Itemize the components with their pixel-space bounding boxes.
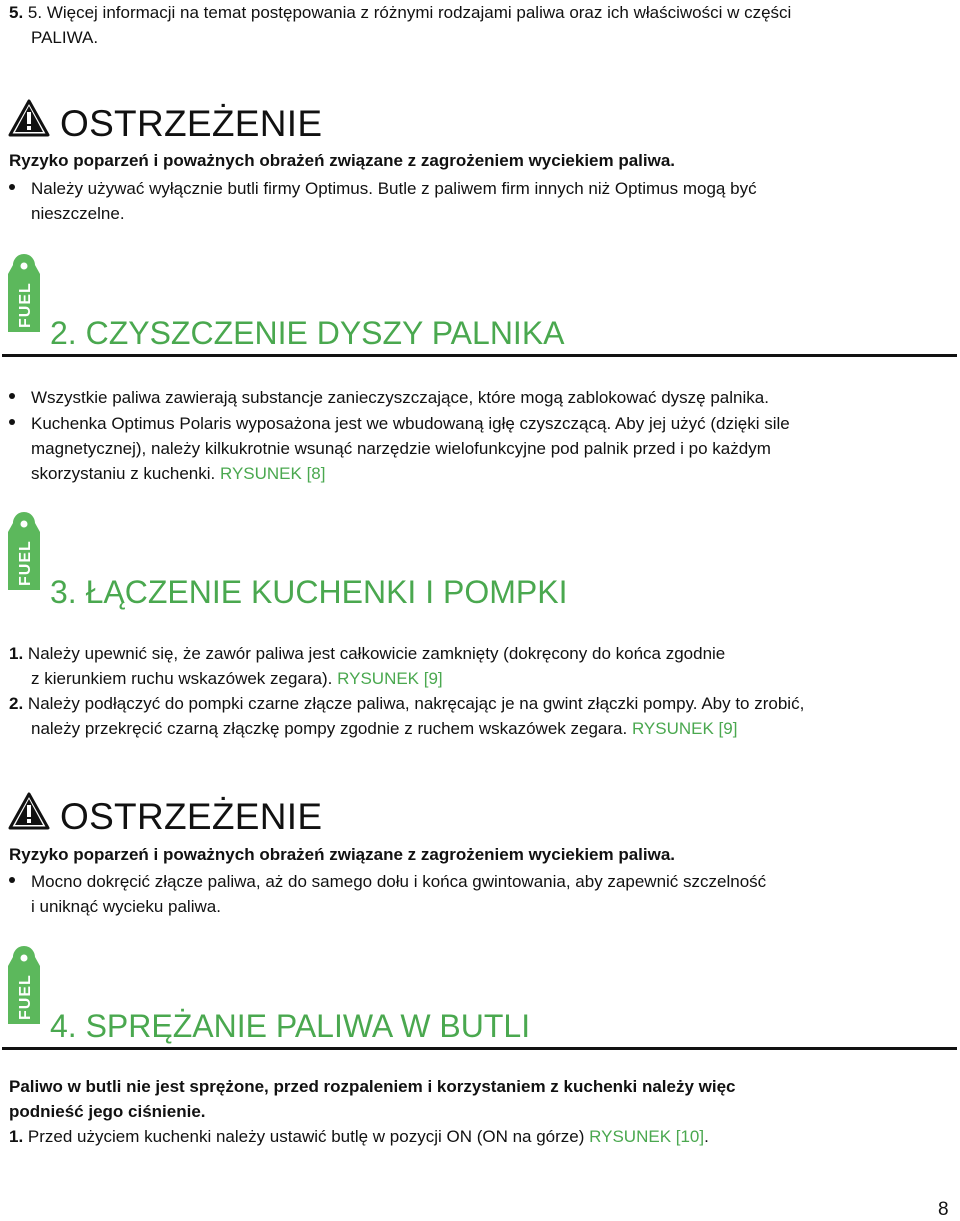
fuel-tag-icon [6, 510, 42, 592]
section3-step2-line2 [31, 716, 737, 741]
section3-step1-line2 [31, 666, 443, 691]
figure-ref-8[interactable]: RYSUNEK [8] [219, 464, 326, 483]
warning2-bullet-line1: Mocno dokręcić złącze paliwa, aż do samego dołu i końca gwintowania, aby zapewnić szczelność [31, 872, 767, 891]
warning-triangle-icon [8, 792, 50, 830]
section3-title: 3. ŁĄCZENIE KUCHENKI I POMPKI [50, 574, 568, 610]
page-number: 8 [938, 1199, 949, 1220]
section3-step2-text2: należy przekręcić czarną złączkę pompy zgodnie z ruchem wskazówek zegara. [31, 719, 628, 738]
fuel-tag-icon [6, 944, 42, 1026]
section4-title: 4. SPRĘŻANIE PALIWA W BUTLI [50, 1008, 531, 1044]
item5-line1: 5. 5. Więcej informacji na temat postępowania z różnymi rodzajami paliwa oraz ich właściwości w części [9, 3, 792, 22]
section3-step1-text2: z kierunkiem ruchu wskazówek zegara). [31, 669, 333, 688]
section4-intro-line2: podnieść jego ciśnienie. [9, 1102, 206, 1121]
section2-divider [2, 354, 957, 357]
warning1-subtitle: Ryzyko poparzeń i poważnych obrażeń związane z zagrożeniem wyciekiem paliwa. [9, 151, 676, 170]
section4-step1-text: Przed użyciem kuchenki należy ustawić butlę w pozycji ON (ON na górze) [27, 1127, 585, 1146]
step-number: 2. [9, 694, 24, 713]
warning1-bullet-line1: Należy używać wyłącznie butli firmy Optimus. Butle z paliwem firm innych niż Optimus mogą być [31, 179, 757, 198]
figure-ref-10[interactable]: RYSUNEK [10] [589, 1127, 705, 1146]
warning1-title: OSTRZEŻENIE [60, 103, 323, 144]
item5-line2: PALIWA. [31, 28, 99, 47]
section3-step2-text: Należy podłączyć do pompki czarne złącze paliwa, nakręcając je na gwint złączki pompy. Aby to zrobić, [27, 694, 805, 713]
section4-step1-end: . [704, 1127, 709, 1146]
section3-step2-line1 [9, 691, 804, 716]
bullet-icon [9, 393, 15, 399]
warning2-bullet-line2: i uniknąć wycieku paliwa. [31, 897, 221, 916]
fuel-tag-icon [6, 252, 42, 334]
section3-step1-line1 [9, 641, 725, 666]
bullet-icon [9, 419, 15, 425]
figure-ref-9[interactable]: RYSUNEK [9] [337, 669, 443, 688]
step-number: 1. [9, 644, 24, 663]
section2-bullet2-line2: magnetycznej), należy kilkukrotnie wsunąć narzędzie wielofunkcyjne pod palnik przed i po każdym [31, 439, 771, 458]
item5-text: 5. Więcej informacji na temat postępowania z różnymi rodzajami paliwa oraz ich właściwości w części [27, 3, 792, 22]
section3-step1-text: Należy upewnić się, że zawór paliwa jest całkowicie zamknięty (dokręcony do końca zgodnie [27, 644, 726, 663]
section4-step1 [9, 1124, 709, 1149]
section2-bullet2-line1: Kuchenka Optimus Polaris wyposażona jest we wbudowaną igłę czyszczącą. Aby jej użyć (dzięki sile [31, 414, 790, 433]
bullet-icon [9, 184, 15, 190]
section2-bullet2-line3 [31, 461, 326, 486]
section2-bullet2-text: skorzystaniu z kuchenki. [31, 464, 216, 483]
section4-divider [2, 1047, 957, 1050]
warning2-title: OSTRZEŻENIE [60, 796, 323, 837]
warning-triangle-icon [8, 99, 50, 137]
step-number: 1. [9, 1127, 24, 1146]
warning2-subtitle: Ryzyko poparzeń i poważnych obrażeń związane z zagrożeniem wyciekiem paliwa. [9, 845, 676, 864]
bullet-icon [9, 877, 15, 883]
section2-title: 2. CZYSZCZENIE DYSZY PALNIKA [50, 315, 565, 351]
warning1-bullet-line2: nieszczelne. [31, 204, 125, 223]
section4-intro-line1: Paliwo w butli nie jest sprężone, przed rozpaleniem i korzystaniem z kuchenki należy więc [9, 1077, 736, 1096]
section2-bullet1: Wszystkie paliwa zawierają substancje zanieczyszczające, które mogą zablokować dyszę palnika. [31, 388, 769, 407]
figure-ref-9[interactable]: RYSUNEK [9] [631, 719, 738, 738]
